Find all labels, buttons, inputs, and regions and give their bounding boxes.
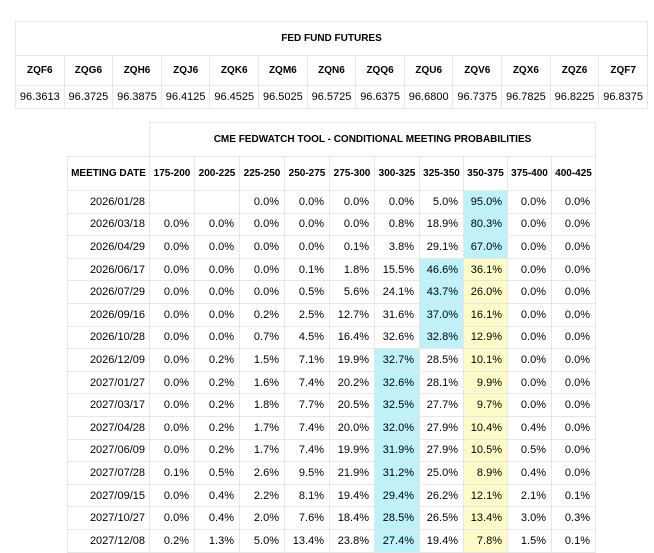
probability-cell: 0.4% (508, 462, 552, 485)
table-row (68, 529, 596, 552)
probability-cell: 27.9% (420, 439, 464, 462)
fed-fund-futures-table (15, 21, 648, 109)
probability-cell: 20.0% (330, 416, 375, 439)
probability-cell: 9.9% (464, 371, 508, 394)
probability-cell: 0.0% (195, 236, 240, 259)
futures-code-cell: ZQJ6 (161, 56, 210, 86)
probability-cell: 95.0% (464, 191, 508, 214)
probability-cell: 0.0% (195, 213, 240, 236)
probability-cell: 0.5% (285, 281, 330, 304)
probability-cell: 0.0% (508, 258, 552, 281)
probability-cell: 26.0% (464, 281, 508, 304)
probability-cell: 31.2% (375, 462, 420, 485)
futures-code-cell: ZQX6 (502, 56, 551, 86)
futures-price-cell: 96.3613 (16, 86, 65, 109)
probability-cell: 1.5% (508, 529, 552, 552)
probability-cell: 0.0% (150, 236, 195, 259)
futures-code-cell: ZQG6 (64, 56, 113, 86)
probability-cell: 0.0% (240, 191, 285, 214)
meeting-date-cell: 2027/06/09 (68, 439, 150, 462)
probability-cell: 0.4% (195, 507, 240, 530)
probability-cell: 0.0% (150, 371, 195, 394)
probability-cell: 2.2% (240, 484, 285, 507)
probability-cell: 36.1% (464, 258, 508, 281)
probability-cell: 0.0% (552, 236, 596, 259)
probability-cell: 0.0% (285, 236, 330, 259)
probability-cell: 0.0% (552, 416, 596, 439)
rate-range-header: 325-350 (420, 157, 464, 191)
table-row (68, 191, 596, 214)
probability-cell: 12.9% (464, 326, 508, 349)
meeting-date-cell: 2027/01/27 (68, 371, 150, 394)
probability-cell: 0.0% (195, 303, 240, 326)
probability-cell: 9.5% (285, 462, 330, 485)
table-row (68, 462, 596, 485)
probability-cell: 27.7% (420, 394, 464, 417)
probability-cell: 0.2% (150, 529, 195, 552)
probability-cell: 5.0% (240, 529, 285, 552)
futures-code-cell: ZQV6 (453, 56, 502, 86)
meeting-date-cell: 2027/12/08 (68, 529, 150, 552)
probability-cell: 10.4% (464, 416, 508, 439)
probability-cell: 1.8% (240, 394, 285, 417)
probability-cell: 0.0% (552, 439, 596, 462)
fedwatch-probability-table (67, 122, 596, 553)
probability-cell: 0.0% (150, 439, 195, 462)
futures-code-cell: ZQM6 (259, 56, 308, 86)
rate-range-header: 175-200 (150, 157, 195, 191)
probability-cell: 12.1% (464, 484, 508, 507)
probability-cell: 32.7% (375, 349, 420, 372)
probability-cell: 0.0% (508, 213, 552, 236)
probability-cell: 0.0% (285, 213, 330, 236)
meeting-date-cell: 2026/03/18 (68, 213, 150, 236)
probability-cell: 18.4% (330, 507, 375, 530)
probability-cell: 46.6% (420, 258, 464, 281)
probability-cell: 3.0% (508, 507, 552, 530)
probability-cell: 24.1% (375, 281, 420, 304)
futures-code-cell: ZQN6 (307, 56, 356, 86)
probability-cell: 1.6% (240, 371, 285, 394)
probability-cell: 0.2% (240, 303, 285, 326)
table-row (68, 416, 596, 439)
probability-cell: 0.0% (150, 349, 195, 372)
probability-cell: 0.0% (150, 281, 195, 304)
probability-cell: 27.9% (420, 416, 464, 439)
probability-cell: 20.5% (330, 394, 375, 417)
probability-cell: 0.1% (552, 484, 596, 507)
probability-cell: 0.8% (375, 213, 420, 236)
probability-cell: 32.6% (375, 371, 420, 394)
probability-cell: 21.9% (330, 462, 375, 485)
probability-cell: 7.4% (285, 371, 330, 394)
probability-cell: 32.0% (375, 416, 420, 439)
table-row (68, 303, 596, 326)
probability-cell: 19.9% (330, 439, 375, 462)
rate-range-header: 400-425 (552, 157, 596, 191)
probability-cell: 27.4% (375, 529, 420, 552)
probability-cell: 5.0% (420, 191, 464, 214)
probability-cell: 31.6% (375, 303, 420, 326)
futures-price-cell: 96.4525 (210, 86, 259, 109)
probability-cell: 0.1% (150, 462, 195, 485)
probability-cell: 0.5% (508, 439, 552, 462)
rate-range-header: 350-375 (464, 157, 508, 191)
probability-cell: 18.9% (420, 213, 464, 236)
probability-cell: 0.0% (552, 281, 596, 304)
futures-price-cell: 96.8375 (599, 86, 648, 109)
probability-cell: 0.0% (330, 191, 375, 214)
meeting-date-cell: 2026/09/16 (68, 303, 150, 326)
probability-cell: 0.2% (195, 394, 240, 417)
probability-cell: 8.1% (285, 484, 330, 507)
probability-cell: 1.3% (195, 529, 240, 552)
table-row (68, 349, 596, 372)
rate-range-header: 375-400 (508, 157, 552, 191)
meeting-date-cell: 2026/10/28 (68, 326, 150, 349)
probability-cell: 0.0% (150, 258, 195, 281)
probability-cell: 32.5% (375, 394, 420, 417)
probability-cell: 0.2% (195, 371, 240, 394)
probability-cell: 0.0% (240, 258, 285, 281)
meeting-date-header: MEETING DATE (68, 157, 150, 191)
probability-cell: 37.0% (420, 303, 464, 326)
probability-cell: 0.0% (150, 484, 195, 507)
probability-cell: 32.8% (420, 326, 464, 349)
probability-cell: 0.0% (508, 303, 552, 326)
futures-price-cell: 96.3725 (64, 86, 113, 109)
probability-cell: 0.0% (285, 191, 330, 214)
probability-cell: 0.0% (150, 507, 195, 530)
probability-cell: 0.0% (150, 416, 195, 439)
rate-range-header: 300-325 (375, 157, 420, 191)
meeting-date-cell: 2027/03/17 (68, 394, 150, 417)
futures-code-cell: ZQQ6 (356, 56, 405, 86)
probability-cell: 0.0% (195, 326, 240, 349)
probability-cell (150, 191, 195, 214)
probability-cell: 0.0% (195, 258, 240, 281)
probability-cell: 0.0% (508, 191, 552, 214)
table-row (68, 371, 596, 394)
probability-cell: 12.7% (330, 303, 375, 326)
futures-price-cell: 96.4125 (161, 86, 210, 109)
table-row (68, 394, 596, 417)
probability-cell: 0.0% (508, 349, 552, 372)
futures-code-cell: ZQU6 (404, 56, 453, 86)
probability-cell: 2.0% (240, 507, 285, 530)
futures-code-cell: ZQZ6 (550, 56, 599, 86)
probability-cell: 0.0% (552, 326, 596, 349)
probability-cell: 29.1% (420, 236, 464, 259)
probability-cell: 29.4% (375, 484, 420, 507)
probability-cell: 0.0% (552, 349, 596, 372)
rate-range-header: 275-300 (330, 157, 375, 191)
rate-range-header: 200-225 (195, 157, 240, 191)
meeting-date-cell: 2026/04/29 (68, 236, 150, 259)
meeting-date-cell: 2026/07/29 (68, 281, 150, 304)
probability-cell: 19.4% (420, 529, 464, 552)
table-row (68, 439, 596, 462)
probability-cell: 7.7% (285, 394, 330, 417)
probability-cell: 28.1% (420, 371, 464, 394)
probability-cell: 7.4% (285, 416, 330, 439)
probability-cell: 0.0% (552, 258, 596, 281)
probability-cell: 0.4% (195, 484, 240, 507)
probability-cell: 16.1% (464, 303, 508, 326)
table-row (68, 326, 596, 349)
probability-cell: 0.1% (552, 529, 596, 552)
probability-cell: 7.8% (464, 529, 508, 552)
probability-cell: 0.0% (508, 394, 552, 417)
futures-price-cell: 96.5025 (259, 86, 308, 109)
probability-cell: 1.7% (240, 439, 285, 462)
probability-cell: 4.5% (285, 326, 330, 349)
probability-cell: 0.0% (240, 236, 285, 259)
probability-cell: 0.0% (240, 281, 285, 304)
probability-cell: 2.5% (285, 303, 330, 326)
futures-price-cell: 96.3875 (113, 86, 162, 109)
probability-cell: 43.7% (420, 281, 464, 304)
futures-code-cell: ZQF7 (599, 56, 648, 86)
futures-code-row (16, 56, 648, 86)
futures-title: FED FUND FUTURES (16, 22, 648, 56)
futures-code-cell: ZQF6 (16, 56, 65, 86)
probability-cell: 0.0% (552, 303, 596, 326)
probability-cell: 8.9% (464, 462, 508, 485)
probability-cell: 0.2% (195, 416, 240, 439)
probability-cell: 19.4% (330, 484, 375, 507)
fedwatch-title: CME FEDWATCH TOOL - CONDITIONAL MEETING PROBABILITIES (150, 123, 596, 157)
probability-cell: 0.0% (508, 326, 552, 349)
futures-price-cell: 96.7825 (502, 86, 551, 109)
probability-cell: 1.5% (240, 349, 285, 372)
probability-cell: 0.3% (552, 507, 596, 530)
probability-cell: 7.4% (285, 439, 330, 462)
futures-price-cell: 96.7375 (453, 86, 502, 109)
meeting-date-cell: 2027/10/27 (68, 507, 150, 530)
rate-range-header: 225-250 (240, 157, 285, 191)
futures-price-cell: 96.6800 (404, 86, 453, 109)
probability-cell: 5.6% (330, 281, 375, 304)
probability-cell: 3.8% (375, 236, 420, 259)
probability-cell: 0.4% (508, 416, 552, 439)
probability-cell: 67.0% (464, 236, 508, 259)
table-row (68, 281, 596, 304)
probability-cell: 31.9% (375, 439, 420, 462)
probability-cell: 0.0% (375, 191, 420, 214)
probability-cell: 15.5% (375, 258, 420, 281)
probability-cell: 2.1% (508, 484, 552, 507)
probability-cell: 0.0% (195, 281, 240, 304)
probability-cell: 13.4% (464, 507, 508, 530)
probability-cell: 0.0% (150, 394, 195, 417)
probability-cell: 0.0% (552, 462, 596, 485)
probability-cell: 0.0% (552, 191, 596, 214)
meeting-date-cell: 2026/01/28 (68, 191, 150, 214)
rate-range-header: 250-275 (285, 157, 330, 191)
table-row (68, 258, 596, 281)
probability-cell: 0.0% (508, 236, 552, 259)
table-row (68, 507, 596, 530)
probability-cell: 19.9% (330, 349, 375, 372)
probability-cell: 0.2% (195, 349, 240, 372)
probability-cell: 28.5% (420, 349, 464, 372)
futures-price-cell: 96.6375 (356, 86, 405, 109)
probability-cell: 9.7% (464, 394, 508, 417)
probability-cell: 0.1% (285, 258, 330, 281)
probability-cell: 20.2% (330, 371, 375, 394)
probability-cell: 0.7% (240, 326, 285, 349)
probability-cell: 0.0% (552, 394, 596, 417)
blank-corner-cell (68, 123, 150, 157)
probability-cell: 0.0% (508, 281, 552, 304)
table-row (68, 213, 596, 236)
probability-cell: 13.4% (285, 529, 330, 552)
futures-price-cell: 96.8225 (550, 86, 599, 109)
probability-cell: 1.7% (240, 416, 285, 439)
probability-cell: 25.0% (420, 462, 464, 485)
probability-cell: 26.5% (420, 507, 464, 530)
meeting-date-cell: 2026/12/09 (68, 349, 150, 372)
meeting-date-cell: 2027/07/28 (68, 462, 150, 485)
probability-cell: 0.0% (150, 213, 195, 236)
probability-cell: 0.1% (330, 236, 375, 259)
probability-cell: 0.0% (150, 303, 195, 326)
probability-cell: 0.0% (508, 371, 552, 394)
probability-cell (195, 191, 240, 214)
probability-cell: 0.2% (195, 439, 240, 462)
probability-cell: 10.5% (464, 439, 508, 462)
futures-code-cell: ZQH6 (113, 56, 162, 86)
futures-price-row (16, 86, 648, 109)
table-row (68, 484, 596, 507)
probability-cell: 32.6% (375, 326, 420, 349)
probability-cell: 23.8% (330, 529, 375, 552)
probability-cell: 28.5% (375, 507, 420, 530)
futures-price-cell: 96.5725 (307, 86, 356, 109)
meeting-date-cell: 2027/09/15 (68, 484, 150, 507)
probability-cell: 10.1% (464, 349, 508, 372)
table-row (68, 236, 596, 259)
probability-cell: 80.3% (464, 213, 508, 236)
probability-cell: 0.5% (195, 462, 240, 485)
meeting-date-cell: 2026/06/17 (68, 258, 150, 281)
probability-cell: 7.1% (285, 349, 330, 372)
probability-cell: 0.0% (330, 213, 375, 236)
probability-cell: 0.0% (240, 213, 285, 236)
meeting-date-cell: 2027/04/28 (68, 416, 150, 439)
futures-code-cell: ZQK6 (210, 56, 259, 86)
probability-cell: 0.0% (552, 213, 596, 236)
probability-cell: 0.0% (552, 371, 596, 394)
probability-cell: 16.4% (330, 326, 375, 349)
probability-cell: 1.8% (330, 258, 375, 281)
probability-cell: 7.6% (285, 507, 330, 530)
fedwatch-header-row (68, 157, 596, 191)
probability-cell: 26.2% (420, 484, 464, 507)
probability-cell: 0.0% (150, 326, 195, 349)
probability-cell: 2.6% (240, 462, 285, 485)
